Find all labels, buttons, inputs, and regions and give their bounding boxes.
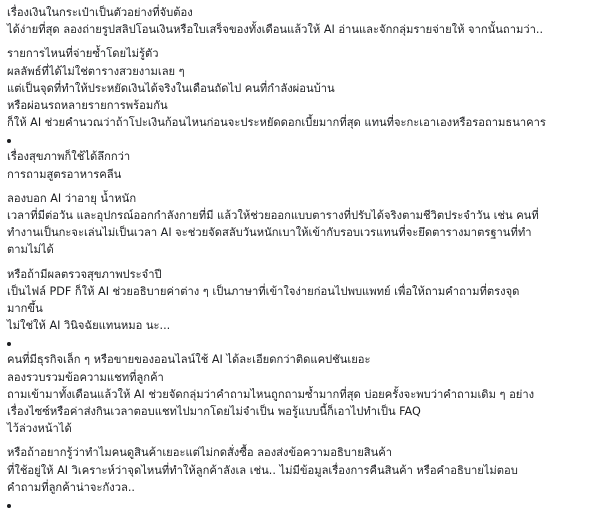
text-line: คำถามที่ลูกค้าน่าจะกังวล.. <box>7 480 135 494</box>
text-line: ลองบอก AI ว่าอายุ น้ำหนัก <box>7 191 137 205</box>
section-health <box>7 148 595 334</box>
text-line: เวลาที่มีต่อวัน และอุปกรณ์ออกกำลังกายที่มี แล้วให้ช่วยออกแบบตารางที่ปรับได้จริงตามชีวิตประจำวัน เช่น คนที่ <box>7 209 539 223</box>
bullet-dot <box>7 500 595 513</box>
paragraph <box>7 266 595 335</box>
text-line: หรือผ่อนรถหลายรายการพร้อมกัน <box>7 99 168 113</box>
text-line: เรื่องสุขภาพก็ใช้ได้ลึกกว่า <box>7 150 131 164</box>
text-line: เรื่องเงินในกระเป๋าเป็นตัวอย่างที่จับต้อง <box>7 6 193 19</box>
text-line: คนที่มีธุรกิจเล็ก ๆ หรือขายของออนไลน์ใช้ AI ได้ละเอียดกว่าติดแคปชันเยอะ <box>7 353 371 367</box>
text-line: มากขึ้น <box>7 302 43 316</box>
bullet-dot <box>7 135 595 148</box>
text-line: ตามไม่ได้ <box>7 243 54 257</box>
paragraph <box>7 45 595 131</box>
paragraph <box>7 351 595 437</box>
text-line: รายการไหนที่จ่ายซ้ำโดยไม่รู้ตัว <box>7 47 159 61</box>
text-line: การถามสูตรอาหารคลีน <box>7 167 122 181</box>
text-line: ที่ใช้อยู่ให้ AI วิเคราะห์ว่าจุดไหนที่ทำให้ลูกค้าลังเล เช่น.. ไม่มีข้อมูลเรื่องการคืนสินค้า หรือคำอธิบายไม่ตอบ <box>7 463 518 477</box>
text-line: ได้ง่ายที่สุด ลองถ่ายรูปสลิปโอนเงินหรือใบเสร็จของทั้งเดือนแล้วให้ AI อ่านและจักกลุ่มรายจ่ายให้ จากนั้นถามว่า.. <box>7 23 544 37</box>
section-finance <box>7 4 595 131</box>
text-line: ลองรวบรวมข้อความแชทที่ลูกค้า <box>7 370 164 384</box>
text-line: แต่เป็นจุดที่ทำให้ประหยัดเงินได้จริงในเดือนถัดไป คนที่กำลังผ่อนบ้าน <box>7 81 335 95</box>
paragraph <box>7 444 595 496</box>
paragraph <box>7 4 595 38</box>
text-line: ถามเข้ามาทั้งเดือนแล้วให้ AI ช่วยจัดกลุ่มว่าคำถามไหนถูกถามซ้ำมากที่สุด บ่อยครั้งจะพบว่าคำถามเดิม ๆ อย่าง <box>7 387 535 401</box>
bullet-dot <box>7 338 595 351</box>
section-business <box>7 351 595 496</box>
paragraph <box>7 190 595 259</box>
text-line: ผลลัพธ์ที่ได้ไม่ใช่ตารางสวยงามเลย ๆ <box>7 64 185 78</box>
text-line: ไว้ล่วงหน้าได้ <box>7 422 72 436</box>
text-line: ทำงานเป็นกะจะเล่นไม่เป็นเวลา AI จะช่วยจัดสลับวันหนักเบาให้เข้ากับรอบเวรแทนที่จะยึดตารางมาตรฐานที่ทำ <box>7 226 532 240</box>
text-line: เป็นไฟล์ PDF ก็ให้ AI ช่วยอธิบายค่าต่าง ๆ เป็นภาษาที่เข้าใจง่ายก่อนไปพบแพทย์ เพื่อให้ถามคำถามที่ตรงจุด <box>7 284 520 298</box>
paragraph <box>7 148 595 182</box>
text-line: ก็ให้ AI ช่วยคำนวณว่าถ้าโปะเงินก้อนไหนก่อนจะประหยัดดอกเบี้ยมากที่สุด แทนที่จะกะเอาเองหรือรอถามธนาคาร <box>7 116 546 130</box>
text-line: หรือถ้าอยากรู้ว่าทำไมคนดูสินค้าเยอะแต่ไม่กดสั่งซื้อ ลองส่งข้อความอธิบายสินค้า <box>7 446 392 460</box>
text-line: หรือถ้ามีผลตรวจสุขภาพประจำปี <box>7 267 162 281</box>
text-line: ไม่ใช่ให้ AI วินิจฉัยแทนหมอ นะ... <box>7 319 171 333</box>
text-line: เรื่องไซซ์หรือค่าส่งกินเวลาตอบแชทไปมากโดยไม่จำเป็น พอรู้แบบนี้ก็เอาไปทำเป็น FAQ <box>7 405 421 419</box>
post-body <box>7 4 595 513</box>
